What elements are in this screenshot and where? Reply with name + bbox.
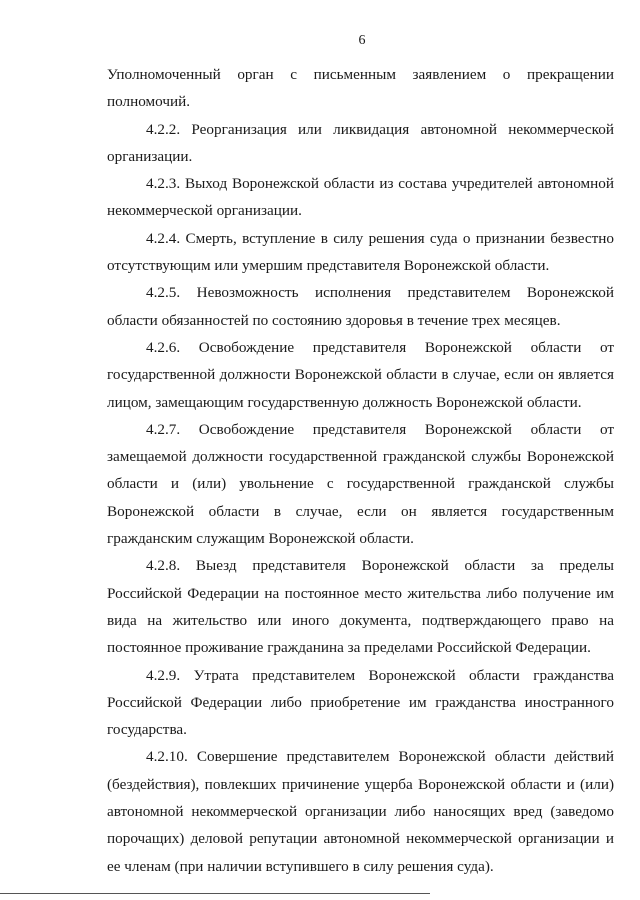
paragraph-4-2-5: 4.2.5. Невозможность исполнения представителем Воронежской области обязанностей по состоянию здоровья в течение трех месяцев. bbox=[107, 284, 614, 329]
paragraph-4-2-10: 4.2.10. Совершение представителем Воронежской области действий (бездействия), повлекших причинение ущерба Воронежской области и (или) автономной некоммерческой организации либо наносящих вред (заведомо порочащих) деловой репутации автономной некоммерческой организации и ее членам (при наличии вступившего в силу решения суда). bbox=[107, 748, 614, 875]
paragraph-4-2-2: 4.2.2. Реорганизация или ликвидация автономной некоммерческой организации. bbox=[107, 120, 614, 165]
paragraph-4-2-3: 4.2.3. Выход Воронежской области из состава учредителей автономной некоммерческой организации. bbox=[107, 175, 614, 220]
page-number: 6 bbox=[358, 33, 366, 48]
paragraph-continuation: Уполномоченный орган с письменным заявлением о прекращении полномочий. bbox=[107, 66, 614, 111]
bottom-rule bbox=[0, 893, 430, 894]
paragraph-4-2-7: 4.2.7. Освобождение представителя Воронежской области от замещаемой должности государственной гражданской службы Воронежской области и (или) увольнение с государственной гражданской службы Воронежской области в случае, если он является государственным гражданским служащим Воронежской области. bbox=[107, 420, 614, 548]
paragraph-4-2-9: 4.2.9. Утрата представителем Воронежской области гражданства Российской Федерации либо приобретение им гражданства иностранного государства. bbox=[107, 666, 614, 739]
paragraph-4-2-4: 4.2.4. Смерть, вступление в силу решения суда о признании безвестно отсутствующим или умершим представителя Воронежской области. bbox=[107, 229, 614, 275]
paragraph-4-2-8: 4.2.8. Выезд представителя Воронежской области за пределы Российской Федерации на постоянное место жительства либо получение им вида на жительство или иного документа, подтверждающего право на постоянное проживание гражданина за пределами Российской Федерации. bbox=[107, 557, 614, 657]
paragraph-4-2-6: 4.2.6. Освобождение представителя Воронежской области от государственной должности Воронежской области в случае, если он является лицом, замещающим государственную должность Воронежской области. bbox=[107, 338, 614, 411]
document-body bbox=[107, 61, 614, 880]
